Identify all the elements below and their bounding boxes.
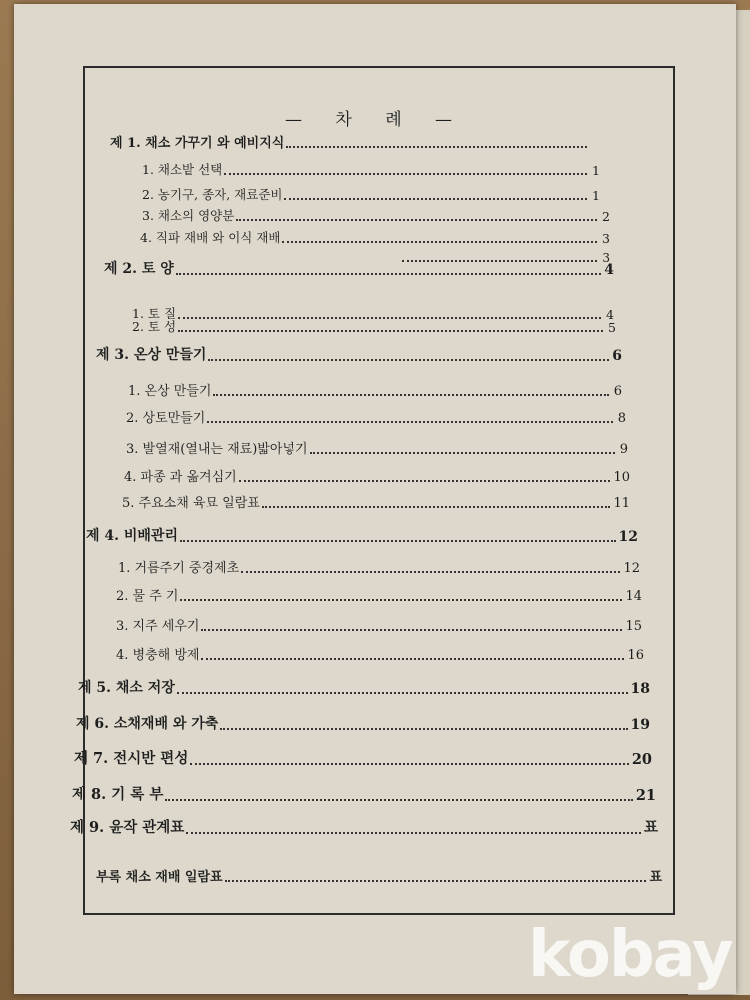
toc-section — [140, 228, 610, 246]
dot-leader — [180, 540, 616, 542]
toc-label: 부록 채소 재배 일람표 — [96, 870, 223, 885]
toc-chapter — [74, 747, 652, 768]
toc-chapter — [110, 132, 600, 151]
toc-section — [118, 557, 640, 576]
toc-label: 3. 발열재(열내는 재료)밟아넣기 — [126, 442, 308, 457]
toc-page-number: 8 — [617, 411, 626, 426]
dot-leader — [213, 394, 609, 396]
toc-page-number: 21 — [635, 786, 656, 804]
toc-page-number: 6 — [613, 384, 622, 399]
toc-page-number: 18 — [630, 681, 650, 697]
toc-section — [122, 492, 630, 511]
toc-section — [116, 644, 644, 663]
toc-label: 4. 파종 과 옮겨심기 — [124, 470, 237, 485]
dot-leader — [201, 629, 622, 631]
dot-leader — [310, 452, 615, 454]
toc-page-number: 15 — [625, 619, 642, 634]
toc-label: 제 5. 채소 저장 — [78, 680, 175, 696]
dot-leader — [208, 359, 609, 361]
toc-page-number: 11 — [613, 496, 630, 511]
dot-leader — [241, 571, 620, 573]
dot-leader — [262, 506, 611, 508]
toc-page-number: 표 — [643, 818, 658, 836]
toc-page-number: 14 — [625, 589, 642, 604]
toc-page-number: 16 — [627, 648, 644, 663]
toc-label: 1. 토 질 — [132, 305, 177, 321]
toc-page-number: 9 — [619, 442, 628, 457]
toc-page-number: 1 — [592, 187, 600, 203]
dot-leader — [225, 880, 647, 882]
toc-label: 5. 주요소채 육묘 일람표 — [122, 496, 260, 511]
toc-section — [142, 185, 600, 203]
toc-label: 제 9. 윤작 관계표 — [70, 818, 185, 836]
toc-chapter — [96, 344, 622, 364]
toc-page-number: 4 — [604, 262, 614, 278]
toc-label: 제 2. 토 양 — [104, 261, 174, 277]
toc-chapter — [96, 866, 662, 885]
toc-page-number: 12 — [618, 529, 638, 545]
dot-leader — [284, 198, 587, 200]
toc-label: 제 3. 온상 만들기 — [96, 347, 207, 363]
toc-section — [116, 615, 642, 634]
toc-label: 1. 거름주기 중경제초 — [118, 561, 240, 576]
toc-chapter — [78, 677, 650, 697]
dot-leader — [176, 273, 601, 275]
toc-page-number: 1 — [592, 162, 600, 178]
toc-chapter — [104, 258, 614, 278]
toc-label: 4. 병충해 방제 — [116, 648, 200, 663]
toc-chapter — [70, 816, 658, 837]
toc-label: 2. 농기구, 종자, 재료준비 — [142, 186, 283, 202]
toc-page-number: 10 — [613, 470, 630, 485]
toc-page-number: 6 — [612, 348, 622, 364]
toc-section — [142, 206, 610, 224]
toc-label: 제 8. 기 록 부 — [72, 785, 164, 803]
dot-leader — [207, 421, 613, 423]
toc-label: 제 6. 소채재배 와 가축 — [76, 716, 219, 732]
toc-page-number: 19 — [630, 717, 650, 733]
toc-page-number: 5 — [608, 319, 616, 335]
toc-section — [124, 466, 630, 485]
toc-section — [116, 585, 642, 604]
toc-label: 제 1. 채소 가꾸기 와 예비지식 — [110, 136, 285, 151]
dot-leader — [224, 173, 587, 175]
dot-leader — [190, 763, 628, 765]
toc-label: 제 7. 전시반 편성 — [74, 749, 189, 767]
dot-leader — [220, 728, 627, 730]
toc-chapter — [86, 525, 638, 545]
dot-leader — [239, 480, 611, 482]
toc-page-number: 3 — [602, 251, 610, 265]
toc-page-number: 3 — [602, 230, 610, 246]
toc-page-number: 표 — [649, 870, 662, 885]
toc-section — [142, 160, 600, 178]
toc-section — [132, 317, 616, 335]
toc-page-number: 2 — [602, 208, 610, 224]
toc-title: — 차 례 — — [285, 110, 467, 130]
dot-leader — [180, 599, 622, 601]
dot-leader — [201, 658, 624, 660]
toc-section — [126, 407, 626, 426]
toc-section — [126, 438, 628, 457]
toc-label: 3. 채소의 영양분 — [142, 207, 235, 223]
toc-label: 3. 지주 세우기 — [116, 619, 200, 634]
toc-section — [128, 380, 622, 399]
toc-page-number: 4 — [606, 306, 614, 322]
dot-leader — [186, 832, 641, 834]
dot-leader — [282, 241, 597, 243]
toc-label: 2. 상토만들기 — [126, 411, 206, 426]
dot-leader — [165, 799, 632, 801]
toc-label: 4. 직파 재배 와 이식 재배 — [140, 229, 281, 245]
dot-leader — [177, 692, 628, 694]
toc-page-number: 12 — [623, 561, 640, 576]
toc-label: 1. 채소밭 선택 — [142, 161, 223, 177]
dot-leader — [178, 330, 603, 332]
toc-label: 제 4. 비배관리 — [86, 528, 178, 544]
dot-leader — [236, 219, 597, 221]
toc-chapter — [72, 783, 656, 804]
dot-leader — [286, 146, 587, 148]
toc-chapter — [76, 713, 650, 733]
watermark-logo: kobay — [528, 918, 732, 992]
toc-label: 1. 온상 만들기 — [128, 384, 212, 399]
toc-label: 2. 물 주 기 — [116, 589, 179, 604]
toc-page-number: 20 — [631, 750, 652, 768]
toc-label: 2. 토 성 — [132, 318, 177, 334]
